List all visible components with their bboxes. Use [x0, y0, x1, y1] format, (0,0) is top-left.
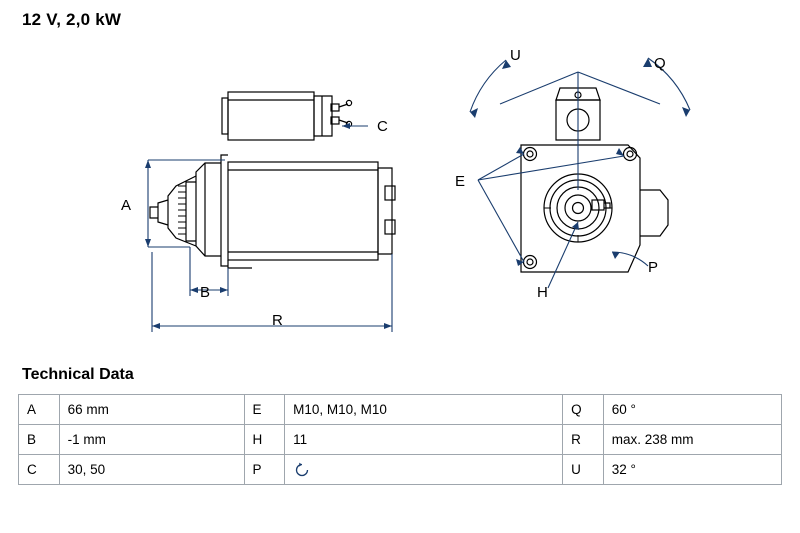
- row-value-b: -1 mm: [59, 425, 244, 455]
- label-A: A: [121, 197, 132, 214]
- technical-data-table: [18, 394, 782, 485]
- row-key-h: H: [244, 425, 285, 455]
- table-row: [19, 455, 782, 485]
- label-P: P: [648, 259, 659, 276]
- row-value-u: 32 °: [603, 455, 781, 485]
- row-key-u: U: [563, 455, 604, 485]
- row-key-c: C: [19, 455, 60, 485]
- row-value-q: 60 °: [603, 395, 781, 425]
- label-C: C: [377, 118, 388, 135]
- row-value-h: 11: [285, 425, 563, 455]
- row-value-a: 66 mm: [59, 395, 244, 425]
- row-value-p: [285, 455, 563, 485]
- table-row: [19, 395, 782, 425]
- row-value-e: M10, M10, M10: [285, 395, 563, 425]
- row-key-q: Q: [563, 395, 604, 425]
- label-H: H: [537, 284, 548, 301]
- label-B: B: [200, 284, 211, 301]
- row-key-e: E: [244, 395, 285, 425]
- label-Q: Q: [654, 55, 666, 72]
- row-key-r: R: [563, 425, 604, 455]
- row-value-c: 30, 50: [59, 455, 244, 485]
- row-value-r: max. 238 mm: [603, 425, 781, 455]
- row-key-p: P: [244, 455, 285, 485]
- label-U: U: [510, 47, 521, 64]
- rotation-arrow-icon: [293, 461, 311, 479]
- table-row: [19, 425, 782, 455]
- page-title: 12 V, 2,0 kW: [22, 10, 122, 29]
- row-key-b: B: [19, 425, 60, 455]
- row-key-a: A: [19, 395, 60, 425]
- label-E: E: [455, 173, 466, 190]
- technical-data-heading: Technical Data: [22, 366, 134, 383]
- label-R: R: [272, 312, 283, 329]
